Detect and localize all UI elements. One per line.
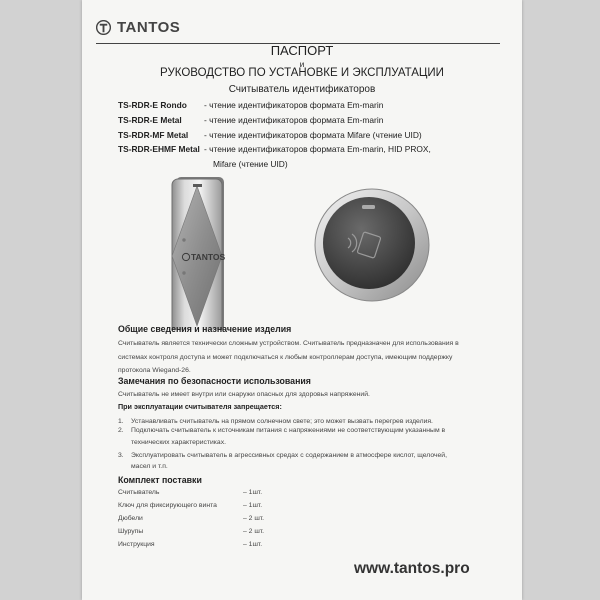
list-item-text: технических характеристиках. xyxy=(131,439,226,446)
section-heading-general: Общие сведения и назначение изделия xyxy=(118,324,292,334)
kit-item-name: Считыватель xyxy=(118,489,160,496)
kit-item-qty: – 1шт. xyxy=(243,489,263,496)
model-desc: - чтение идентификаторов формата Mifare (чтение UID) xyxy=(204,130,422,140)
kit-item-qty: – 1шт. xyxy=(243,502,263,509)
kit-item-name: Шурупы xyxy=(118,528,144,535)
paragraph-line: системах контроля доступа и может подключаться к любым контроллерам доступа, имеющим поддержку xyxy=(118,354,453,361)
list-number: 2. xyxy=(118,427,124,434)
product-name: Считыватель идентификаторов xyxy=(228,84,376,95)
list-item-text: Подключать считыватель к источникам питания с напряжениями не соответствующим указанным в xyxy=(131,427,446,434)
list-item-text: Эксплуатировать считыватель в агрессивных средах с содержанием в атмосфере кислот, щелочей, xyxy=(131,452,447,459)
paragraph-line: Считыватель не имеет внутри или снаружи опасных для здоровья напряжений. xyxy=(118,391,370,398)
paragraph-line: протокола Wiegand-26. xyxy=(118,367,191,374)
doc-subtitle: РУКОВОДСТВО ПО УСТАНОВКЕ И ЭКСПЛУАТАЦИИ xyxy=(160,67,444,79)
section-heading-safety: Замечания по безопасности использования xyxy=(118,376,311,386)
doc-title-conjunction: и xyxy=(299,60,305,69)
paragraph-line: Считыватель является технически сложным устройством. Считыватель предназначен для использования в xyxy=(118,340,459,347)
list-number: 3. xyxy=(118,452,124,459)
model-desc: - чтение идентификаторов формата Em-marin xyxy=(204,115,384,125)
model-name: TS-RDR-EHMF Metal xyxy=(118,144,200,154)
model-desc: - чтение идентификаторов формата Em-marin, HID PROX, xyxy=(204,144,431,154)
list-number: 1. xyxy=(118,418,124,425)
tantos-logo-icon xyxy=(96,20,111,35)
model-desc-continued: Mifare (чтение UID) xyxy=(213,159,288,169)
list-item-text: Устанавливать считыватель на прямом солнечном свете; это может вызвать перегрев изделия. xyxy=(131,418,433,425)
section-heading-kit: Комплект поставки xyxy=(118,475,202,485)
metal-reader-image xyxy=(172,177,225,330)
model-name: TS-RDR-E Rondo xyxy=(118,100,187,110)
list-item-text: масел и т.п. xyxy=(131,463,168,470)
device-label: TANTOS xyxy=(191,252,226,262)
model-name: TS-RDR-MF Metal xyxy=(118,130,189,140)
model-name: TS-RDR-E Metal xyxy=(118,115,182,125)
round-reader-image xyxy=(315,189,429,301)
doc-title: ПАСПОРТ xyxy=(270,43,334,58)
kit-item-qty: – 2 шт. xyxy=(243,528,265,535)
kit-item-name: Ключ для фиксирующего винта xyxy=(118,502,217,509)
product-photos xyxy=(150,170,450,330)
logo-text: TANTOS xyxy=(117,18,181,36)
forbidden-heading: При эксплуатации считывателя запрещается: xyxy=(118,402,282,411)
model-desc: - чтение идентификаторов формата Em-marin xyxy=(204,100,384,110)
kit-item-name: Дюбели xyxy=(118,515,143,522)
kit-item-qty: – 2 шт. xyxy=(243,515,265,522)
brand-logo xyxy=(96,14,180,40)
kit-item-qty: – 1шт. xyxy=(243,541,263,548)
website-url: www.tantos.pro xyxy=(354,560,470,577)
kit-item-name: Инструкция xyxy=(118,541,155,548)
